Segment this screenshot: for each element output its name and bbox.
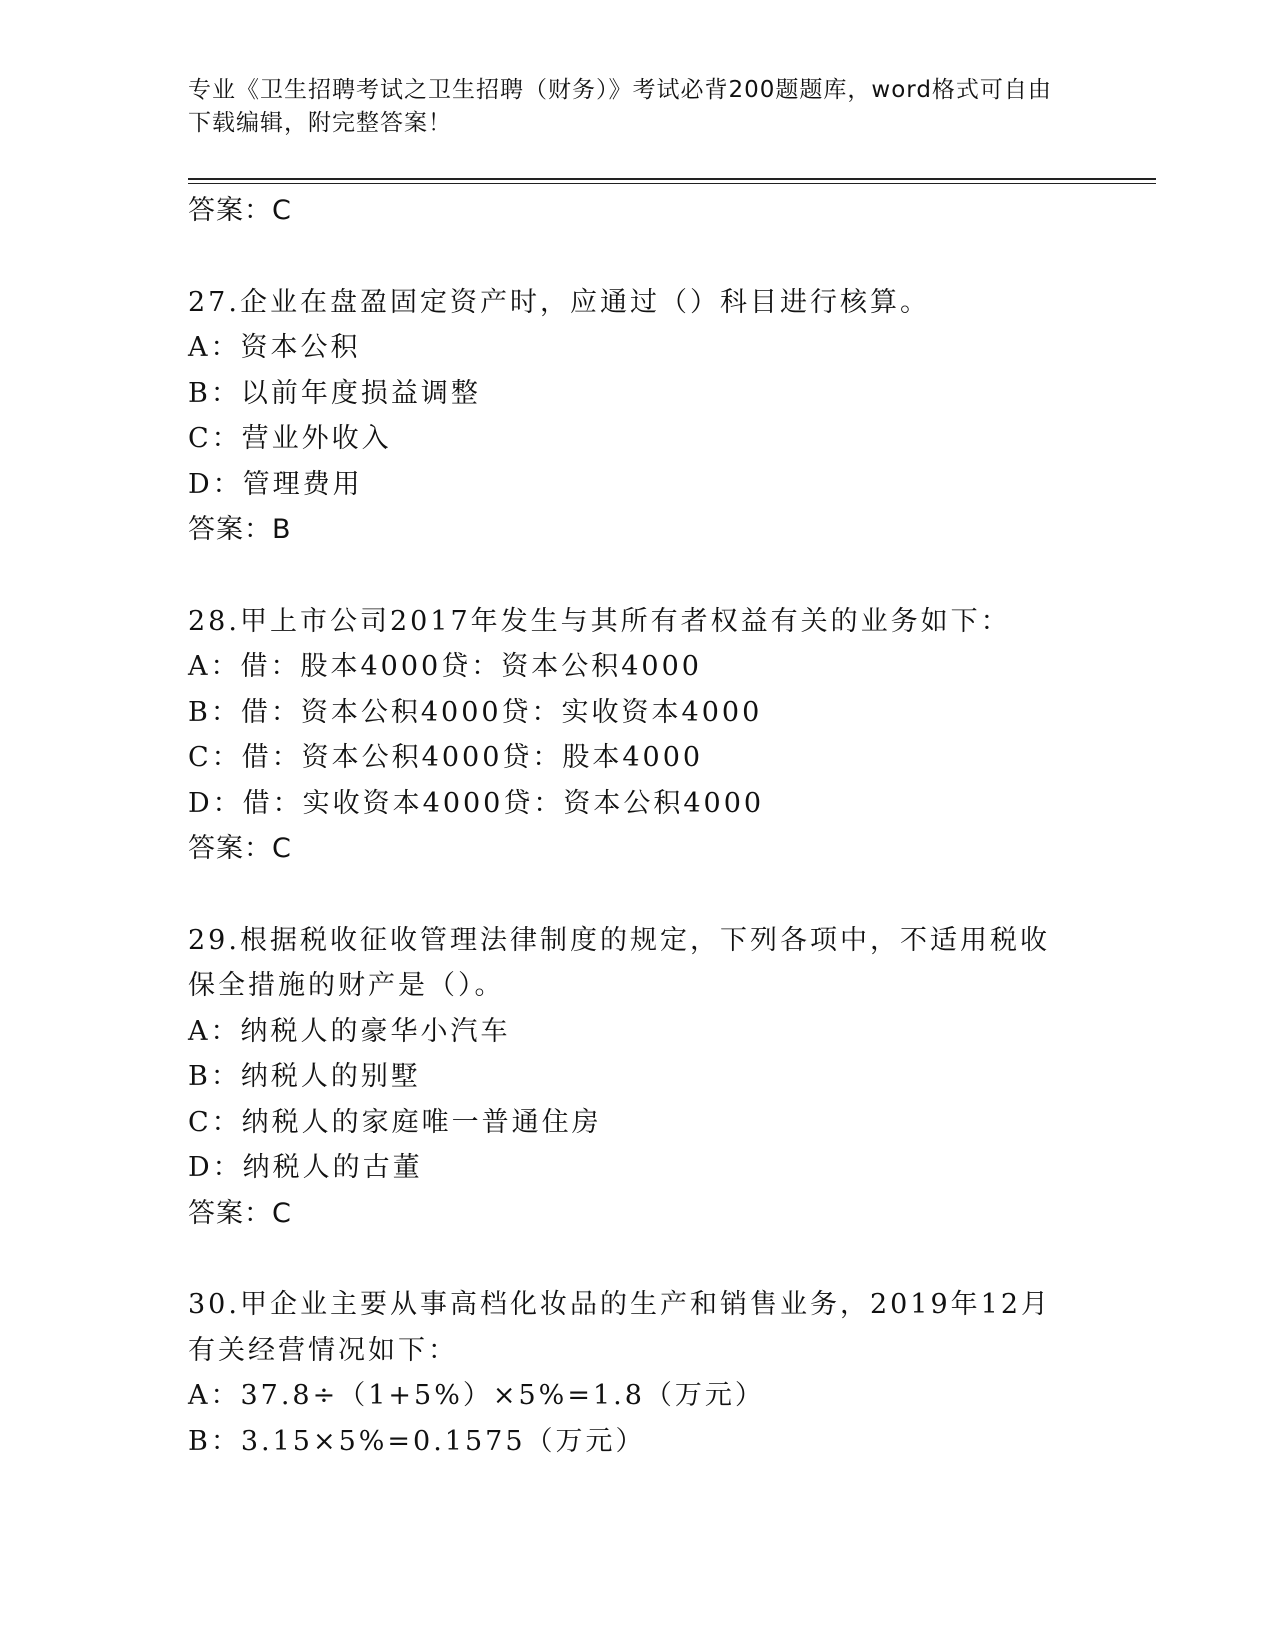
option-a: A：借：股本4000贷：资本公积4000 xyxy=(188,651,702,682)
question-stem: 29.根据税收征收管理法律制度的规定，下列各项中，不适用税收保全措施的财产是（）。 xyxy=(188,924,1050,1001)
option-d: D：纳税人的古董 xyxy=(188,1152,423,1183)
option-b: B：3.15×5%=0.1575（万元） xyxy=(188,1425,646,1457)
option-d: D：借：实收资本4000贷：资本公积4000 xyxy=(188,787,765,819)
answer-line: 答案：C xyxy=(188,1197,292,1229)
question-29 xyxy=(188,918,1088,1237)
answer-line: 答案：C xyxy=(188,833,292,864)
document-header: 专业《卫生招聘考试之卫生招聘（财务）》考试必背200题题库，word格式可自由下载编辑，附完整答案！ xyxy=(188,77,1052,136)
question-stem: 28.甲上市公司2017年发生与其所有者权益有关的业务如下： xyxy=(188,605,1011,637)
question-list xyxy=(188,188,1088,1464)
option-d: D：管理费用 xyxy=(188,468,363,500)
option-b: B：借：资本公积4000贷：实收资本4000 xyxy=(188,696,763,728)
question-28 xyxy=(188,599,1088,872)
answer-line: 答案：C xyxy=(188,195,292,226)
question-27 xyxy=(188,280,1088,553)
option-c: C：营业外收入 xyxy=(188,423,392,454)
option-a: A：资本公积 xyxy=(188,332,361,363)
question-stem: 30.甲企业主要从事高档化妆品的生产和销售业务，2019年12月有关经营情况如下： xyxy=(188,1289,1052,1366)
answer-line: 答案：B xyxy=(188,514,292,545)
option-b: B：纳税人的别墅 xyxy=(188,1061,421,1092)
header-divider xyxy=(188,178,1156,184)
option-a: A：37.8÷（1+5%）×5%=1.8（万元） xyxy=(188,1380,765,1411)
question-30 xyxy=(188,1282,1088,1464)
option-a: A：纳税人的豪华小汽车 xyxy=(188,1015,511,1047)
option-c: C：借：资本公积4000贷：股本4000 xyxy=(188,742,704,773)
option-c: C：纳税人的家庭唯一普通住房 xyxy=(188,1106,602,1138)
question-stem: 27.企业在盘盈固定资产时，应通过（）科目进行核算。 xyxy=(188,286,930,318)
option-b: B：以前年度损益调整 xyxy=(188,377,481,409)
